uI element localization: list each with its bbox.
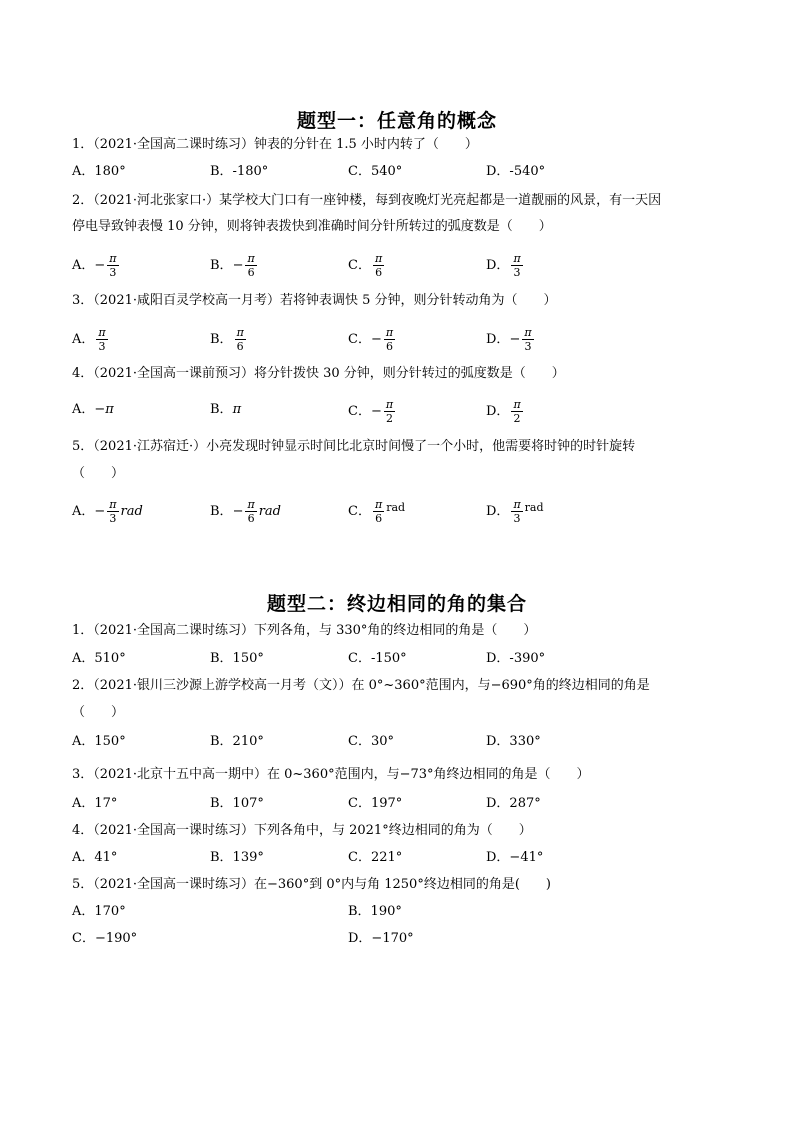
option-c: C．-150° [348,651,407,666]
question-stem: 2．（2021·银川三沙源上游学校高一月考（文））在 0°~360°范围内，与−690°角的终边相同的角是 [72,678,650,693]
option-b [210,401,241,419]
fraction [107,252,118,279]
unit: rad [258,504,281,519]
sign: − [370,403,382,419]
option-a: A．180° [72,164,126,179]
denominator: 3 [98,340,106,353]
option-b: B．-180° [210,164,269,179]
question-stem-cont: （ ） [72,705,125,720]
numerator: π [247,252,255,265]
option-a: A．17° [72,796,118,811]
option-label: B． [210,258,233,273]
option-c: C．197° [348,796,403,811]
option-c: C．−190° [72,931,138,946]
option-c: C．30° [348,734,394,749]
option-label: A． [72,258,95,273]
option-label: A． [72,402,95,417]
sign: − [232,257,244,273]
unit: rad [120,504,143,519]
sign: − [94,503,106,519]
question-stem: 2．（2021·河北张家口·）某学校大门口有一座钟楼，每到夜晚灯光亮起都是一道靓丽的风景，有一天因 [72,193,662,208]
option-value: π [232,402,242,417]
option-d [486,498,544,525]
option-label: C． [348,258,371,273]
sign: − [94,257,106,273]
option-label: D． [486,404,510,419]
option-c: C．221° [348,850,403,865]
option-d [486,252,525,279]
option-c [348,498,405,525]
numerator: π [385,398,394,411]
numerator: π [513,252,521,265]
option-b [210,252,259,279]
option-d [486,398,525,425]
option-a [72,498,143,525]
unit: rad [386,501,406,514]
numerator: π [374,498,383,511]
option-b: B．107° [210,796,264,811]
fraction [522,326,533,353]
question-stem: 3．（2021·北京十五中高一期中）在 0~360°范围内，与−73°角终边相同的角是（ ） [72,767,590,782]
option-a: A．41° [72,850,118,865]
denominator: 2 [385,412,393,425]
option-label: C． [348,332,371,347]
option-label: B． [210,504,233,519]
numerator: π [247,498,255,511]
question-stem: 4．（2021·全国高一课时练习）下列各角中，与 2021°终边相同的角为（ ） [72,823,532,838]
option-b [210,498,281,525]
option-label: C． [348,404,371,419]
option-b: B．150° [210,651,264,666]
numerator: π [236,326,244,339]
numerator: π [524,326,532,339]
option-label: C． [348,504,371,519]
denominator: 6 [247,266,255,279]
unit: rad [524,501,544,514]
option-b: B．139° [210,850,264,865]
option-label: A． [72,504,95,519]
numerator: π [513,398,521,411]
section-title-2: 题型二：终边相同的角的集合 [266,593,527,615]
question-stem: 3．（2021·咸阳百灵学校高一月考）若将钟表调快 5 分钟，则分针转动角为（ ） [72,293,557,308]
option-d: D．-390° [486,651,546,666]
sign: − [232,503,244,519]
option-label: B． [210,332,233,347]
section-title-1: 题型一：任意角的概念 [296,110,497,132]
fraction [511,252,522,279]
fraction [384,398,395,425]
numerator: π [374,252,383,265]
question-stem: 1．（2021·全国高二课时练习）钟表的分针在 1.5 小时内转了（ ） [72,137,478,152]
option-label: D． [486,258,510,273]
option-label: D． [486,332,510,347]
fraction [384,326,395,353]
question-stem: 5．（2021·全国高一课时练习）在−360°到 0°内与角 1250°终边相同的角是( ) [72,877,551,892]
option-d: D．-540° [486,164,546,179]
option-a: A．150° [72,734,126,749]
option-a [72,326,110,353]
numerator: π [385,326,394,339]
denominator: 6 [375,266,383,279]
fraction [235,326,246,353]
fraction [373,252,384,279]
denominator: 6 [236,340,244,353]
sign: − [509,331,521,347]
numerator: π [98,326,106,339]
fraction [96,326,107,353]
option-label: B． [210,402,233,417]
option-c [348,398,397,425]
fraction [107,498,118,525]
fraction [511,498,522,525]
option-a [72,252,121,279]
option-b: B．210° [210,734,264,749]
denominator: 2 [513,412,521,425]
denominator: 3 [513,512,521,525]
denominator: 3 [109,512,117,525]
question-stem: 4．（2021·全国高一课前预习）将分针拨快 30 分钟，则分针转过的弧度数是（ ） [72,366,565,381]
denominator: 3 [513,266,521,279]
option-a [72,401,114,419]
denominator: 6 [385,340,393,353]
question-stem: 1．（2021·全国高二课时练习）下列各角，与 330°角的终边相同的角是（ ） [72,623,537,638]
sign: − [370,331,382,347]
option-d: D．−41° [486,850,544,865]
option-d: D．−170° [348,931,414,946]
fraction [373,498,384,525]
numerator: π [109,252,117,265]
denominator: 6 [247,512,255,525]
option-label: D． [486,504,510,519]
option-b: B．190° [348,904,402,919]
option-c: C．540° [348,164,403,179]
question-stem: 5．（2021·江苏宿迁·）小亮发现时钟显示时间比北京时间慢了一个小时，他需要将时钟的时针旋转 [72,439,636,454]
question-stem-cont: 停电导致钟表慢 10 分钟，则将钟表拨快到准确时间分针所转过的弧度数是（ ） [72,219,552,234]
denominator: 3 [109,266,117,279]
option-c [348,252,386,279]
numerator: π [513,498,521,511]
option-a: A．170° [72,904,126,919]
option-d: D．287° [486,796,541,811]
option-label: A． [72,332,95,347]
option-d [486,326,536,353]
question-stem-cont: （ ） [72,466,125,481]
fraction [245,252,256,279]
option-d: D．330° [486,734,541,749]
option-a: A．510° [72,651,126,666]
denominator: 3 [524,340,532,353]
denominator: 6 [375,512,383,525]
fraction [511,398,522,425]
fraction [245,498,256,525]
option-c [348,326,397,353]
numerator: π [109,498,117,511]
option-b [210,326,248,353]
option-value: −π [94,402,114,417]
